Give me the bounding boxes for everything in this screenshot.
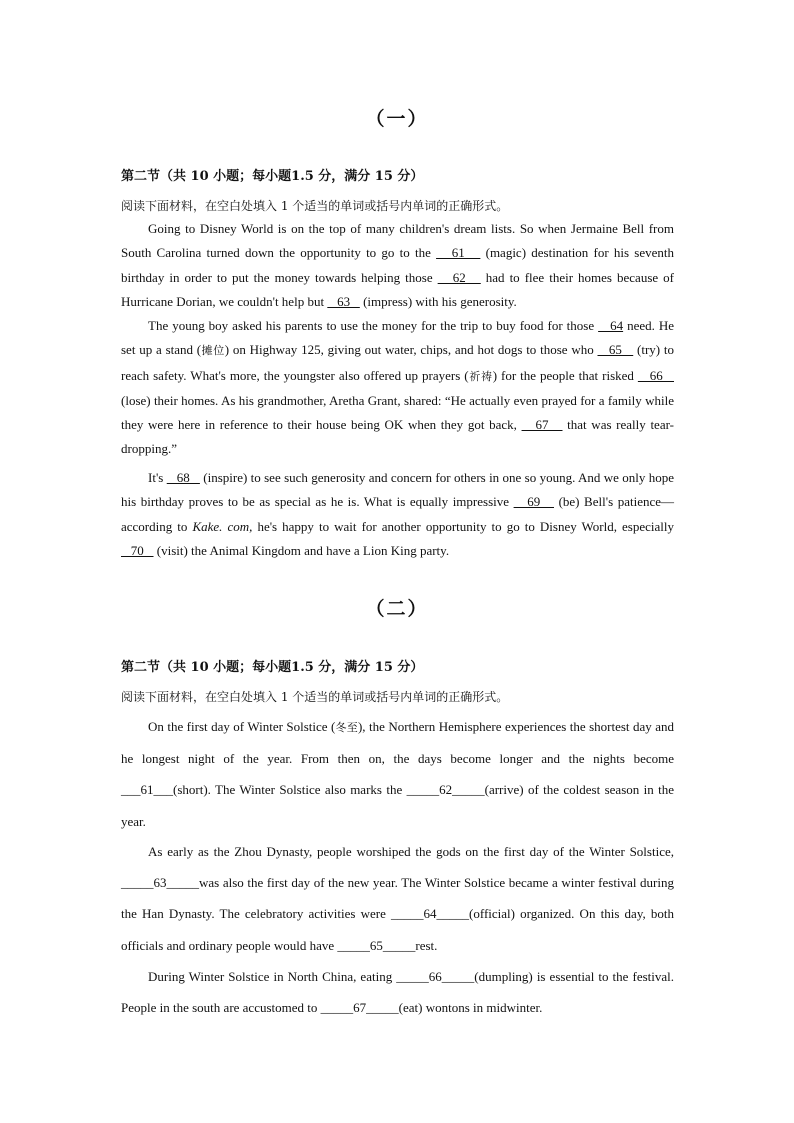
blank-68[interactable]: 68	[166, 470, 200, 485]
text: ) on Highway 125, giving out water, chips, and hot dogs to those who	[224, 342, 598, 358]
blank-65[interactable]: _____65_____	[337, 937, 416, 953]
blank-62[interactable]: 62	[437, 269, 481, 285]
text: was also the first day of the new year. The Winter Solstice became a winter festival during the Han Dynasty. The celebratory activities were	[121, 875, 674, 922]
text: (impress) with his generosity.	[359, 293, 517, 309]
blank-65[interactable]: 65	[597, 342, 634, 358]
text: ), the Northern Hemisphere experiences the shortest day and he longest night of the year. From then on, the days become longer and the nights become	[121, 719, 674, 767]
blank-63[interactable]: 63	[327, 293, 360, 309]
blank-61[interactable]: ___61___	[121, 782, 173, 798]
text: rest.	[415, 937, 438, 953]
section-2-title: （二）	[365, 599, 429, 620]
blank-62[interactable]: _____62_____	[406, 782, 485, 798]
text: he's happy to wait for another opportunity to go to Disney World, especially	[252, 518, 674, 534]
section-2-paragraph-3	[121, 961, 674, 1023]
text: need. He set up a stand (	[121, 318, 675, 358]
chinese-gloss: 摊位	[201, 344, 225, 358]
text: had to flee their homes because of Hurricane Dorian, we couldn't help but	[121, 269, 674, 309]
section-2-paragraph-2	[121, 836, 674, 961]
website-name: Kake. com,	[192, 518, 253, 534]
blank-64[interactable]: 64	[598, 318, 624, 333]
text: (eat) wontons in midwinter.	[398, 1000, 543, 1016]
text: (short). The Winter Solstice also marks the	[173, 782, 407, 798]
text: (magic) destination for his seventh birthday in order to put the money towards helping those	[121, 245, 675, 285]
text: (official) organized. On this day, both officials and ordinary people would have	[121, 906, 674, 953]
text: (inspire) to see such generosity and concern for others in one so young. And we only hope his birthday proves to be as special as he is. What is equally impressive	[121, 470, 675, 510]
text: (be) Bell's patience—according to	[121, 494, 674, 534]
text: On the first day of Winter Solstice (	[148, 719, 336, 734]
text: It's	[148, 470, 167, 485]
blank-67[interactable]: 67	[521, 417, 563, 433]
blank-64[interactable]: _____64_____	[391, 906, 470, 922]
text: During Winter Solstice in North China, eating	[148, 969, 397, 984]
section-2-heading: 第二节（共 10 小题；每小题1.5 分，满分 15 分）	[121, 660, 424, 675]
section-2-instruction: 阅读下面材料，在空白处填入 1 个适当的单词或括号内单词的正确形式。	[121, 690, 509, 704]
text: The young boy asked his parents to use the money for the trip to buy food for those	[148, 318, 599, 333]
blank-69[interactable]: 69	[513, 494, 554, 510]
section-1-paragraph-2	[121, 314, 674, 462]
text: that was really tear-dropping.”	[121, 417, 674, 457]
text: (try) to reach safety. What's more, the youngster also offered up prayers (	[121, 342, 675, 383]
chinese-gloss: 祈祷	[468, 369, 493, 383]
blank-70[interactable]: 70	[121, 542, 154, 558]
blank-67[interactable]: _____67_____	[320, 1000, 399, 1016]
blank-63[interactable]: _____63_____	[121, 875, 199, 891]
section-1-instruction: 阅读下面材料，在空白处填入 1 个适当的单词或括号内单词的正确形式。	[121, 199, 509, 213]
text: (arrive) of the coldest season in the year.	[121, 782, 675, 829]
section-2-paragraph-1	[121, 711, 674, 837]
text: (lose) their homes. As his grandmother, Aretha Grant, shared: “He actually even prayed for a family while they were here in reference to their house being OK when they got back,	[121, 392, 674, 433]
section-1-paragraph-3	[121, 466, 674, 563]
text: (dumpling) is essential to the festival. People in the south are accustomed to	[121, 969, 675, 1016]
text: Going to Disney World is on the top of many children's dream lists. So when Jermaine Bell from South Carolina turned down the opportunity to go to the	[121, 221, 674, 261]
section-1-heading: 第二节（共 10 小题；每小题1.5 分，满分 15 分）	[121, 169, 424, 184]
section-1-title: （一）	[365, 109, 429, 130]
chinese-gloss: 冬至	[335, 721, 358, 734]
text: (visit) the Animal Kingdom and have a Lion King party.	[153, 542, 450, 558]
section-1-paragraph-1	[121, 217, 674, 314]
blank-61[interactable]: 61	[436, 245, 481, 261]
blank-66[interactable]: _____66_____	[396, 969, 475, 984]
text: As early as the Zhou Dynasty, people worshiped the gods on the first day of the Winter Solstice,	[148, 844, 674, 859]
text: ) for the people that risked	[492, 367, 638, 383]
blank-66[interactable]: 66	[637, 367, 674, 383]
